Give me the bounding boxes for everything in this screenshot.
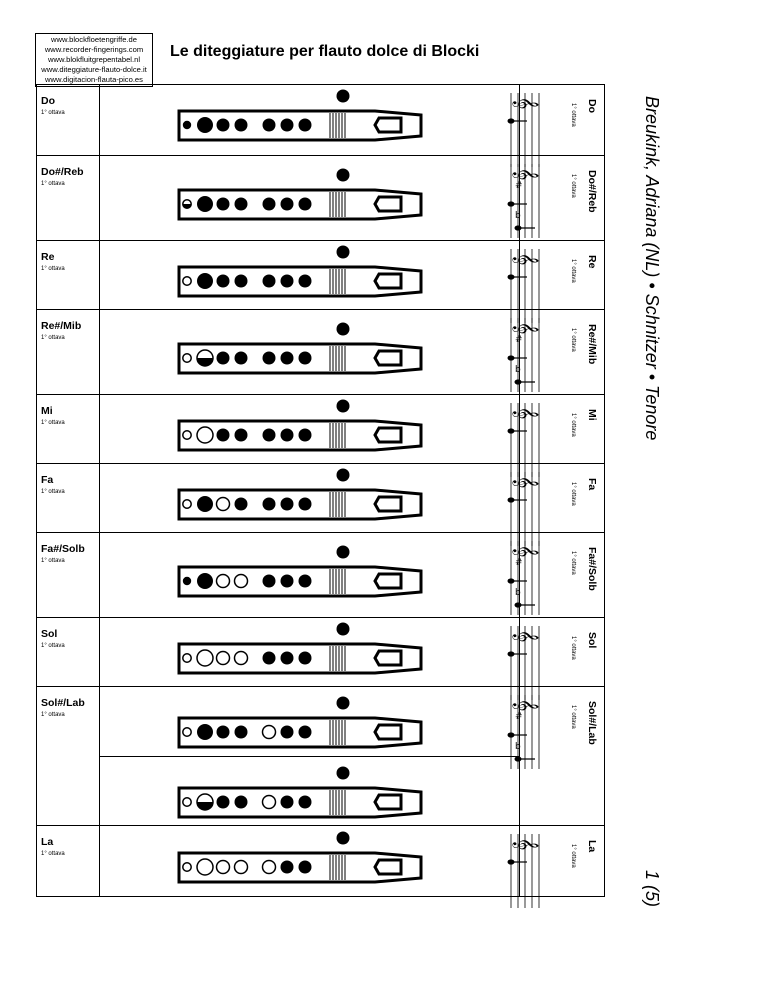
fingering-row <box>37 240 604 310</box>
fingering-row <box>37 617 604 687</box>
staff-icon <box>505 312 545 394</box>
finger-hole <box>299 651 312 664</box>
finger-hole <box>217 351 230 364</box>
svg-text:b: b <box>515 211 521 221</box>
staff-notation <box>505 535 545 617</box>
finger-hole <box>197 350 213 366</box>
octave-label: 1° ottava <box>41 643 65 649</box>
note-name-vertical: Fa#/Solb <box>586 547 598 591</box>
finger-hole <box>299 274 312 287</box>
flute-fingering <box>175 317 425 389</box>
octave-label-vertical: 1° ottava <box>570 413 576 437</box>
flute-fingering-alt <box>175 761 425 833</box>
finger-hole <box>263 351 276 364</box>
flute-diagram <box>175 761 425 833</box>
octave-label-vertical: 1° ottava <box>570 174 576 198</box>
note-name: Re#/Mib <box>41 320 82 332</box>
finger-hole <box>263 726 276 739</box>
finger-hole <box>217 274 230 287</box>
finger-hole <box>197 117 213 133</box>
finger-hole <box>235 497 248 510</box>
finger-hole <box>235 197 248 210</box>
octave-label-vertical: 1° ottava <box>570 328 576 352</box>
flute-diagram <box>175 540 425 612</box>
finger-hole <box>217 726 230 739</box>
thumb-hole <box>337 90 350 103</box>
finger-hole <box>197 650 213 666</box>
flute-fingering <box>175 84 425 156</box>
svg-text:𝄞: 𝄞 <box>513 544 538 558</box>
finger-hole <box>299 574 312 587</box>
octave-label: 1° ottava <box>41 420 65 426</box>
finger-hole <box>217 197 230 210</box>
staff-notation <box>505 158 545 240</box>
fingering-row <box>37 532 604 618</box>
note-name-vertical: Fa <box>586 478 598 491</box>
staff-icon <box>505 689 545 771</box>
flute-fingering <box>175 240 425 312</box>
flute-fingering <box>175 691 425 763</box>
finger-hole <box>281 796 294 809</box>
finger-hole <box>263 574 276 587</box>
note-name: Do <box>41 95 55 107</box>
thumb-hole <box>337 622 350 635</box>
finger-hole <box>235 428 248 441</box>
svg-text:#: # <box>515 712 523 722</box>
thumb-hole <box>337 767 350 780</box>
finger-hole <box>263 119 276 132</box>
website[interactable]: www.blockfloetengriffe.de <box>51 35 137 44</box>
octave-label: 1° ottava <box>41 181 65 187</box>
fingering-row <box>37 463 604 533</box>
finger-hole <box>299 726 312 739</box>
finger-hole <box>197 573 213 589</box>
finger-hole <box>281 860 294 873</box>
note-name-vertical: Sol <box>586 632 598 649</box>
octave-label-vertical: 1° ottava <box>570 482 576 506</box>
thumb-hole <box>337 468 350 481</box>
flute-fingering <box>175 826 425 898</box>
flute-diagram <box>175 394 425 466</box>
thumb-hole <box>337 168 350 181</box>
svg-text:𝄞: 𝄞 <box>513 252 538 266</box>
note-name: Fa#/Solb <box>41 543 85 555</box>
staff-notation <box>505 689 545 771</box>
finger-hole <box>197 794 213 810</box>
svg-text:𝄞: 𝄞 <box>513 837 538 851</box>
thumb-hole <box>337 322 350 335</box>
octave-label: 1° ottava <box>41 558 65 564</box>
octave-label-vertical: 1° ottava <box>570 705 576 729</box>
finger-hole <box>197 859 213 875</box>
svg-text:𝄞: 𝄞 <box>513 698 538 712</box>
note-name: Sol <box>41 628 58 640</box>
finger-hole <box>197 724 213 740</box>
page-number: 1 (5) <box>642 870 662 908</box>
thumb-hole <box>337 697 350 710</box>
finger-hole <box>299 197 312 210</box>
side-title: Breukink, Adriana (NL) • Schnitzer • Tenore <box>642 96 662 441</box>
finger-hole <box>183 499 191 507</box>
finger-hole <box>217 796 230 809</box>
finger-hole <box>183 353 191 361</box>
finger-hole <box>197 273 213 289</box>
fingering-row <box>37 394 604 464</box>
flute-diagram <box>175 463 425 535</box>
finger-hole <box>281 351 294 364</box>
finger-hole <box>235 860 248 873</box>
fingering-table <box>36 84 605 897</box>
finger-hole <box>281 497 294 510</box>
finger-hole <box>299 497 312 510</box>
finger-hole <box>299 351 312 364</box>
flute-fingering <box>175 463 425 535</box>
octave-label: 1° ottava <box>41 712 65 718</box>
finger-hole <box>263 274 276 287</box>
finger-hole <box>281 428 294 441</box>
flute-diagram <box>175 617 425 689</box>
fingering-row <box>37 686 604 826</box>
finger-hole <box>217 428 230 441</box>
finger-hole <box>299 860 312 873</box>
note-name-vertical: Re <box>586 255 598 269</box>
finger-hole <box>217 651 230 664</box>
svg-text:𝄞: 𝄞 <box>513 406 538 420</box>
finger-hole <box>217 860 230 873</box>
finger-hole <box>235 274 248 287</box>
finger-hole <box>281 651 294 664</box>
octave-label: 1° ottava <box>41 335 65 341</box>
note-name-vertical: La <box>586 840 598 853</box>
octave-label: 1° ottava <box>41 851 65 857</box>
website[interactable]: www.recorder-fingerings.com <box>44 45 144 54</box>
svg-text:#: # <box>515 181 523 191</box>
note-name: Fa <box>41 474 54 486</box>
staff-icon <box>505 158 545 240</box>
finger-hole <box>183 430 191 438</box>
flute-diagram <box>175 317 425 389</box>
finger-hole <box>281 274 294 287</box>
thumb-hole <box>337 831 350 844</box>
fingering-row <box>37 309 604 395</box>
finger-hole <box>263 428 276 441</box>
flute-fingering <box>175 617 425 689</box>
finger-hole <box>183 199 191 207</box>
finger-hole <box>263 860 276 873</box>
svg-text:𝄞: 𝄞 <box>513 321 538 335</box>
finger-hole <box>183 276 191 284</box>
svg-text:b: b <box>515 742 521 752</box>
flute-fingering <box>175 540 425 612</box>
flute-diagram <box>175 691 425 763</box>
octave-label-vertical: 1° ottava <box>570 636 576 660</box>
note-name-vertical: Do <box>586 99 598 113</box>
finger-hole <box>263 796 276 809</box>
finger-hole <box>217 497 230 510</box>
octave-label: 1° ottava <box>41 110 65 116</box>
svg-text:𝄞: 𝄞 <box>513 167 538 181</box>
page-title: Le diteggiature per flauto dolce di Blocki <box>170 43 480 60</box>
staff-notation <box>505 828 545 910</box>
staff-notation <box>505 312 545 394</box>
finger-hole <box>235 351 248 364</box>
finger-hole <box>281 119 294 132</box>
svg-text:𝄞: 𝄞 <box>513 629 538 643</box>
finger-hole <box>299 428 312 441</box>
flute-diagram <box>175 240 425 312</box>
finger-hole <box>183 862 191 870</box>
octave-label: 1° ottava <box>41 266 65 272</box>
website[interactable]: www.digitacion-flauta-pico.es <box>45 75 143 84</box>
staff-icon <box>505 535 545 617</box>
finger-hole <box>281 574 294 587</box>
note-name-vertical: Sol#/Lab <box>586 701 598 745</box>
finger-hole <box>235 726 248 739</box>
finger-hole <box>263 197 276 210</box>
finger-hole <box>183 728 191 736</box>
octave-label-vertical: 1° ottava <box>570 103 576 127</box>
svg-text:𝄞: 𝄞 <box>513 475 538 489</box>
flute-diagram <box>175 84 425 156</box>
finger-hole <box>183 798 191 806</box>
finger-hole <box>235 651 248 664</box>
note-name: Do#/Reb <box>41 166 84 178</box>
finger-hole <box>235 119 248 132</box>
finger-hole <box>263 651 276 664</box>
alt-divider <box>99 756 519 757</box>
finger-hole <box>217 574 230 587</box>
fingering-row <box>37 155 604 241</box>
flute-diagram <box>175 826 425 898</box>
finger-hole <box>183 121 191 129</box>
staff-icon <box>505 828 545 910</box>
octave-label-vertical: 1° ottava <box>570 259 576 283</box>
note-name-vertical: Mi <box>586 409 598 421</box>
website[interactable]: www.diteggiature-flauto-dolce.it <box>41 65 147 74</box>
svg-text:#: # <box>515 335 523 345</box>
flute-diagram <box>175 163 425 235</box>
octave-label-vertical: 1° ottava <box>570 844 576 868</box>
note-name: Sol#/Lab <box>41 697 85 709</box>
note-name: La <box>41 836 54 848</box>
fingering-row <box>37 85 604 155</box>
note-name-vertical: Do#/Reb <box>586 170 598 213</box>
fingering-row <box>37 825 604 897</box>
flute-fingering <box>175 394 425 466</box>
finger-hole <box>299 119 312 132</box>
finger-hole <box>197 496 213 512</box>
finger-hole <box>197 196 213 212</box>
finger-hole <box>281 726 294 739</box>
svg-text:𝄞: 𝄞 <box>513 96 538 110</box>
thumb-hole <box>337 399 350 412</box>
finger-hole <box>263 497 276 510</box>
finger-hole <box>235 796 248 809</box>
finger-hole <box>183 653 191 661</box>
finger-hole <box>235 574 248 587</box>
octave-label: 1° ottava <box>41 489 65 495</box>
note-name: Re <box>41 251 55 263</box>
thumb-hole <box>337 545 350 558</box>
flute-fingering <box>175 163 425 235</box>
finger-hole <box>217 119 230 132</box>
svg-text:b: b <box>515 588 521 598</box>
note-name: Mi <box>41 405 53 417</box>
svg-text:#: # <box>515 558 523 568</box>
svg-text:b: b <box>515 365 521 375</box>
finger-hole <box>183 576 191 584</box>
thumb-hole <box>337 245 350 258</box>
note-name-vertical: Re#/Mib <box>586 324 598 365</box>
website[interactable]: www.blokfluitgrepentabel.nl <box>47 55 141 64</box>
website-list <box>35 33 153 87</box>
finger-hole <box>281 197 294 210</box>
finger-hole <box>299 796 312 809</box>
finger-hole <box>197 427 213 443</box>
octave-label-vertical: 1° ottava <box>570 551 576 575</box>
